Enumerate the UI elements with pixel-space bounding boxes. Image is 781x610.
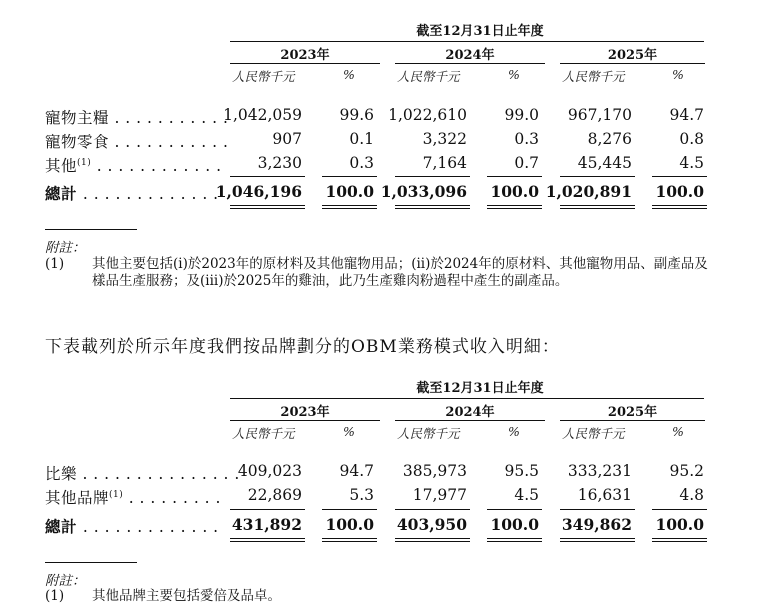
value-cell: 7,164 — [422, 154, 467, 172]
header-rule — [230, 41, 704, 42]
total-rule — [652, 541, 707, 542]
total-rule — [560, 541, 635, 542]
value-cell: 4.8 — [679, 486, 704, 504]
value-cell: 0.8 — [679, 130, 704, 148]
subtotal-rule — [487, 509, 542, 510]
value-cell: 94.7 — [669, 106, 704, 124]
total-rule — [487, 541, 542, 542]
total-rule — [395, 538, 470, 539]
total-rule — [230, 541, 305, 542]
year-rule — [230, 420, 380, 421]
total-rule — [230, 205, 305, 206]
total-cell: 1,033,096 — [380, 182, 467, 201]
value-cell: 22,869 — [247, 486, 302, 504]
total-cell: 100.0 — [490, 182, 539, 201]
year-rule — [395, 420, 545, 421]
row-label-text: 寵物零食 — [45, 133, 110, 151]
value-cell: 99.0 — [504, 106, 539, 124]
value-cell: 1,022,610 — [388, 106, 467, 124]
intro-paragraph: 下表載列於所示年度我們按品牌劃分的OBM業務模式收入明細： — [45, 337, 560, 357]
value-cell: 17,977 — [412, 486, 467, 504]
unit-pct: % — [343, 67, 355, 82]
unit-pct: % — [508, 424, 520, 439]
row-label: 其他品牌$^{(1)}$ . . . . . . . . . — [45, 489, 221, 507]
value-cell: 99.6 — [339, 106, 374, 124]
total-rule — [560, 538, 635, 539]
note-number: (1) — [45, 588, 65, 604]
value-cell: 0.7 — [514, 154, 539, 172]
subtotal-rule — [230, 509, 305, 510]
subtotal-rule — [322, 509, 377, 510]
total-rule — [487, 538, 542, 539]
unit-rmb: 人民幣千元 — [232, 426, 295, 441]
year-2023: 2023年 — [280, 405, 330, 420]
total-label-text: 總計 — [45, 184, 78, 203]
value-cell: 3,230 — [257, 154, 302, 172]
header-rule — [230, 398, 704, 399]
value-cell: 95.5 — [504, 462, 539, 480]
note-text: 其他品牌主要包括愛倍及品卓。 — [92, 588, 281, 604]
total-cell: 100.0 — [490, 515, 539, 534]
subtotal-rule — [560, 509, 635, 510]
value-cell: 16,631 — [577, 486, 632, 504]
total-rule — [395, 208, 470, 209]
table-header: 截至12月31日止年度 — [416, 24, 544, 39]
total-label-text: 總計 — [45, 517, 78, 536]
unit-pct: % — [672, 67, 684, 82]
subtotal-rule — [652, 176, 707, 177]
unit-rmb: 人民幣千元 — [397, 426, 460, 441]
year-2025: 2025年 — [607, 405, 658, 420]
note-text: 其他主要包括(i)於2023年的原材料及其他寵物用品；(ii)於2024年的原材料、其他寵物用品、副產品及樣品生產服務；及(iii)於2025年的雞油，此乃生產雞肉粉過程中產生的副產品。 — [92, 256, 708, 289]
value-cell: 8,276 — [587, 130, 632, 148]
year-rule — [560, 420, 705, 421]
total-cell: 431,892 — [231, 515, 302, 534]
subtotal-rule — [487, 176, 542, 177]
notes-label: 附註： — [45, 573, 86, 589]
unit-pct: % — [508, 67, 520, 82]
total-cell: 1,020,891 — [545, 182, 632, 201]
value-cell: 967,170 — [567, 106, 632, 124]
value-cell: 45,445 — [577, 154, 632, 172]
row-label: 比樂 . . . . . . . . . . . . . . . — [45, 465, 240, 483]
year-2025: 2025年 — [607, 48, 658, 63]
total-cell: 1,046,196 — [215, 182, 302, 201]
total-rule — [560, 208, 635, 209]
total-rule — [322, 538, 377, 539]
total-rule — [560, 205, 635, 206]
value-cell: 95.2 — [669, 462, 704, 480]
total-cell: 100.0 — [655, 515, 704, 534]
unit-rmb: 人民幣千元 — [232, 69, 295, 84]
total-rule — [487, 205, 542, 206]
value-cell: 3,322 — [422, 130, 467, 148]
row-label-text: 寵物主糧 — [45, 109, 110, 127]
subtotal-rule — [652, 509, 707, 510]
unit-rmb: 人民幣千元 — [397, 69, 460, 84]
footnote-ref: (1) — [109, 489, 124, 500]
unit-rmb: 人民幣千元 — [562, 426, 625, 441]
total-rule — [652, 538, 707, 539]
total-cell: 100.0 — [325, 182, 374, 201]
row-label-text: 其他 — [45, 157, 78, 175]
total-cell: 403,950 — [396, 515, 467, 534]
row-label: 寵物主糧 . . . . . . . . . . . — [45, 109, 229, 127]
year-2024: 2024年 — [445, 405, 495, 420]
value-cell: 0.1 — [349, 130, 374, 148]
total-rule — [322, 205, 377, 206]
year-rule — [230, 63, 380, 64]
total-rule — [322, 208, 377, 209]
total-rule — [322, 541, 377, 542]
total-cell: 100.0 — [325, 515, 374, 534]
value-cell: 0.3 — [514, 130, 539, 148]
subtotal-rule — [230, 176, 305, 177]
value-cell: 94.7 — [339, 462, 374, 480]
subtotal-rule — [560, 176, 635, 177]
row-label: 寵物零食 . . . . . . . . . . . — [45, 133, 229, 151]
subtotal-rule — [322, 176, 377, 177]
subtotal-rule — [395, 509, 470, 510]
total-rule — [230, 208, 305, 209]
value-cell: 4.5 — [679, 154, 704, 172]
footnote-ref: (1) — [77, 157, 92, 168]
row-label: 其他$^{(1)}$ . . . . . . . . . . . . — [45, 157, 222, 175]
table-header: 截至12月31日止年度 — [416, 381, 544, 396]
unit-pct: % — [343, 424, 355, 439]
notes-rule — [45, 562, 137, 563]
unit-pct: % — [672, 424, 684, 439]
total-rule — [487, 208, 542, 209]
total-rule — [395, 541, 470, 542]
unit-rmb: 人民幣千元 — [562, 69, 625, 84]
year-rule — [560, 63, 705, 64]
row-label-text: 其他品牌 — [45, 489, 110, 507]
value-cell: 333,231 — [567, 462, 632, 480]
year-rule — [395, 63, 545, 64]
total-rule — [230, 538, 305, 539]
total-cell: 100.0 — [655, 182, 704, 201]
year-2024: 2024年 — [445, 48, 495, 63]
total-label: 總計 . . . . . . . . . . . . . — [45, 184, 219, 203]
total-rule — [652, 205, 707, 206]
notes-rule — [45, 229, 137, 230]
total-label: 總計 . . . . . . . . . . . . . — [45, 517, 219, 536]
value-cell: 385,973 — [402, 462, 467, 480]
value-cell: 4.5 — [514, 486, 539, 504]
total-rule — [395, 205, 470, 206]
value-cell: 907 — [272, 130, 302, 148]
row-label-text: 比樂 — [45, 465, 78, 483]
total-cell: 349,862 — [561, 515, 632, 534]
value-cell: 1,042,059 — [223, 106, 302, 124]
year-2023: 2023年 — [280, 48, 330, 63]
value-cell: 5.3 — [349, 486, 374, 504]
notes-label: 附註： — [45, 240, 86, 256]
value-cell: 409,023 — [237, 462, 302, 480]
note-number: (1) — [45, 256, 65, 272]
total-rule — [652, 208, 707, 209]
subtotal-rule — [395, 176, 470, 177]
value-cell: 0.3 — [349, 154, 374, 172]
